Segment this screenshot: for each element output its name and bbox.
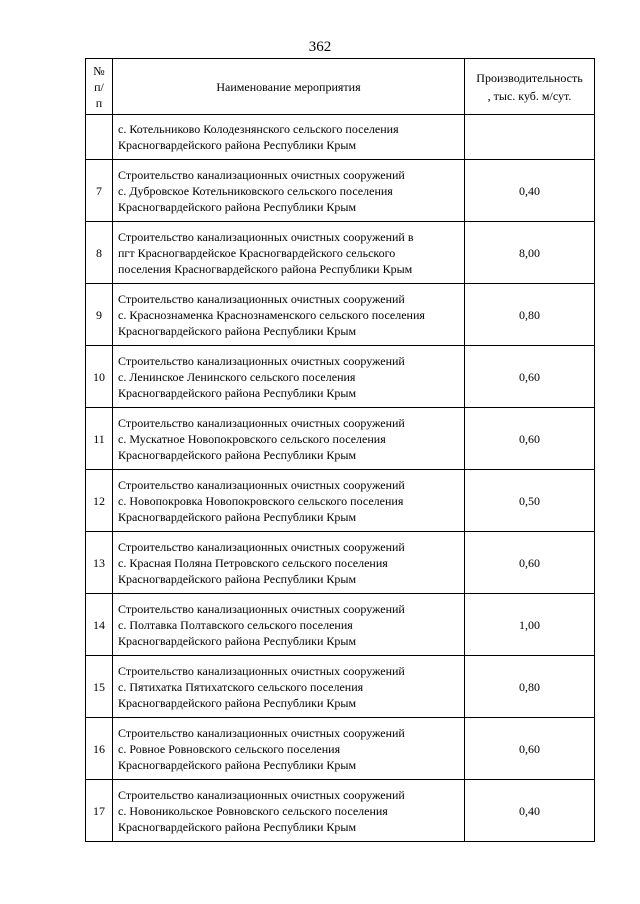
header-capacity-line: Производительность xyxy=(476,70,583,85)
measure-name-line: с. Краснознаменка Краснознаменского сельского поселения xyxy=(118,307,425,322)
table-row xyxy=(86,718,595,780)
measure-name-line: Красногвардейского района Республики Крым xyxy=(118,138,357,152)
capacity-value: 0,60 xyxy=(465,718,595,780)
header-number-line: п xyxy=(95,95,103,110)
row-number: 10 xyxy=(86,346,113,408)
measure-name-line: Красногвардейского района Республики Крым xyxy=(118,633,357,648)
measure-name-line: Строительство канализационных очистных сооружений xyxy=(118,725,405,740)
capacity-value: 0,60 xyxy=(465,408,595,470)
measure-name-line: Строительство канализационных очистных сооружений в xyxy=(118,229,414,244)
measure-name-line: Строительство канализационных очистных сооружений xyxy=(118,167,405,182)
header-number-line: п/ xyxy=(94,79,104,94)
capacity-value: 0,50 xyxy=(465,470,595,532)
capacity-value: 1,00 xyxy=(465,594,595,656)
measure-name-line: пгт Красногвардейское Красногвардейского сельского xyxy=(118,245,396,260)
measure-name-line: Красногвардейского района Республики Крым xyxy=(118,695,357,710)
table-row xyxy=(86,470,595,532)
measure-name xyxy=(113,718,465,780)
measure-name-line: с. Красная Поляна Петровского сельского поселения xyxy=(118,555,388,570)
measure-name-line: Красногвардейского района Республики Крым xyxy=(118,447,357,462)
measure-name xyxy=(113,656,465,718)
measure-name xyxy=(113,532,465,594)
measure-name-line: Красногвардейского района Республики Крым xyxy=(118,323,357,338)
header-number-line: № xyxy=(93,63,105,78)
measure-name xyxy=(113,780,465,842)
measure-name-line: поселения Красногвардейского района Республики Крым xyxy=(118,261,413,276)
measure-name xyxy=(113,408,465,470)
measure-name-line: Строительство канализационных очистных сооружений xyxy=(118,415,405,430)
row-number: 8 xyxy=(86,222,113,284)
row-number: 11 xyxy=(86,408,113,470)
measure-name-line: Красногвардейского района Республики Крым xyxy=(118,385,357,400)
table-row xyxy=(86,284,595,346)
measure-name-line: Красногвардейского района Республики Крым xyxy=(118,757,357,772)
measure-name-line: с. Котельниково Колодезнянского сельского поселения xyxy=(118,122,399,136)
measure-name xyxy=(113,160,465,222)
measure-name-line: Строительство канализационных очистных сооружений xyxy=(118,601,405,616)
measure-name xyxy=(113,222,465,284)
header-capacity xyxy=(465,59,595,115)
measure-name-line: Строительство канализационных очистных сооружений xyxy=(118,353,405,368)
measure-name-line: с. Ленинское Ленинского сельского поселения xyxy=(118,369,356,384)
header-number xyxy=(86,59,113,115)
measure-name-line: Красногвардейского района Республики Крым xyxy=(118,509,357,524)
measure-name-line: с. Новопокровка Новопокровского сельского поселения xyxy=(118,493,404,508)
measure-name-line: с. Новоникольское Ровновского сельского поселения xyxy=(118,803,388,818)
row-number: 15 xyxy=(86,656,113,718)
row-number: 16 xyxy=(86,718,113,780)
table-row xyxy=(86,115,595,160)
row-number: 7 xyxy=(86,160,113,222)
measure-name-line: с. Пятихатка Пятихатского сельского поселения xyxy=(118,679,364,694)
row-number: 17 xyxy=(86,780,113,842)
measure-name-line: с. Ровное Ровновского сельского поселения xyxy=(118,741,341,756)
row-number xyxy=(86,115,113,160)
row-number: 14 xyxy=(86,594,113,656)
row-number: 13 xyxy=(86,532,113,594)
capacity-value: 8,00 xyxy=(465,222,595,284)
table-header-row xyxy=(86,59,595,115)
table-body xyxy=(86,115,595,842)
measure-name xyxy=(113,470,465,532)
table-row xyxy=(86,656,595,718)
measure-name-line: с. Дубровское Котельниковского сельского поселения xyxy=(118,183,393,198)
table-row xyxy=(86,408,595,470)
page-number: 362 xyxy=(308,39,332,55)
measure-name-line: Строительство канализационных очистных сооружений xyxy=(118,291,405,306)
table-row xyxy=(86,160,595,222)
header-capacity-line: , тыс. куб. м/сут. xyxy=(487,88,572,103)
table-row xyxy=(86,780,595,842)
row-number: 9 xyxy=(86,284,113,346)
measure-name-line: Строительство канализационных очистных сооружений xyxy=(118,787,405,802)
measure-name-line: Строительство канализационных очистных сооружений xyxy=(118,477,405,492)
measure-name-line: с. Полтавка Полтавского сельского поселения xyxy=(118,617,353,632)
table-row xyxy=(86,222,595,284)
measure-name xyxy=(113,346,465,408)
measure-name xyxy=(113,594,465,656)
measure-name-line: Красногвардейского района Республики Крым xyxy=(118,199,357,214)
measure-name-line: Строительство канализационных очистных сооружений xyxy=(118,539,405,554)
capacity-value: 0,80 xyxy=(465,656,595,718)
capacity-value: 0,40 xyxy=(465,160,595,222)
measure-name-line: Красногвардейского района Республики Крым xyxy=(118,571,357,586)
table-row xyxy=(86,594,595,656)
header-name: Наименование мероприятия xyxy=(113,59,465,115)
capacity-value: 0,60 xyxy=(465,532,595,594)
measure-name-line: с. Мускатное Новопокровского сельского поселения xyxy=(118,431,386,446)
table-row xyxy=(86,532,595,594)
measure-name-line: Строительство канализационных очистных сооружений xyxy=(118,663,405,678)
capacity-value: 0,60 xyxy=(465,346,595,408)
table-row xyxy=(86,346,595,408)
row-number: 12 xyxy=(86,470,113,532)
measure-name xyxy=(113,284,465,346)
capacity-value xyxy=(465,115,595,160)
capacity-value: 0,80 xyxy=(465,284,595,346)
measures-table xyxy=(85,58,595,842)
measure-name-line: Красногвардейского района Республики Крым xyxy=(118,819,357,834)
measure-name xyxy=(113,115,465,160)
capacity-value: 0,40 xyxy=(465,780,595,842)
